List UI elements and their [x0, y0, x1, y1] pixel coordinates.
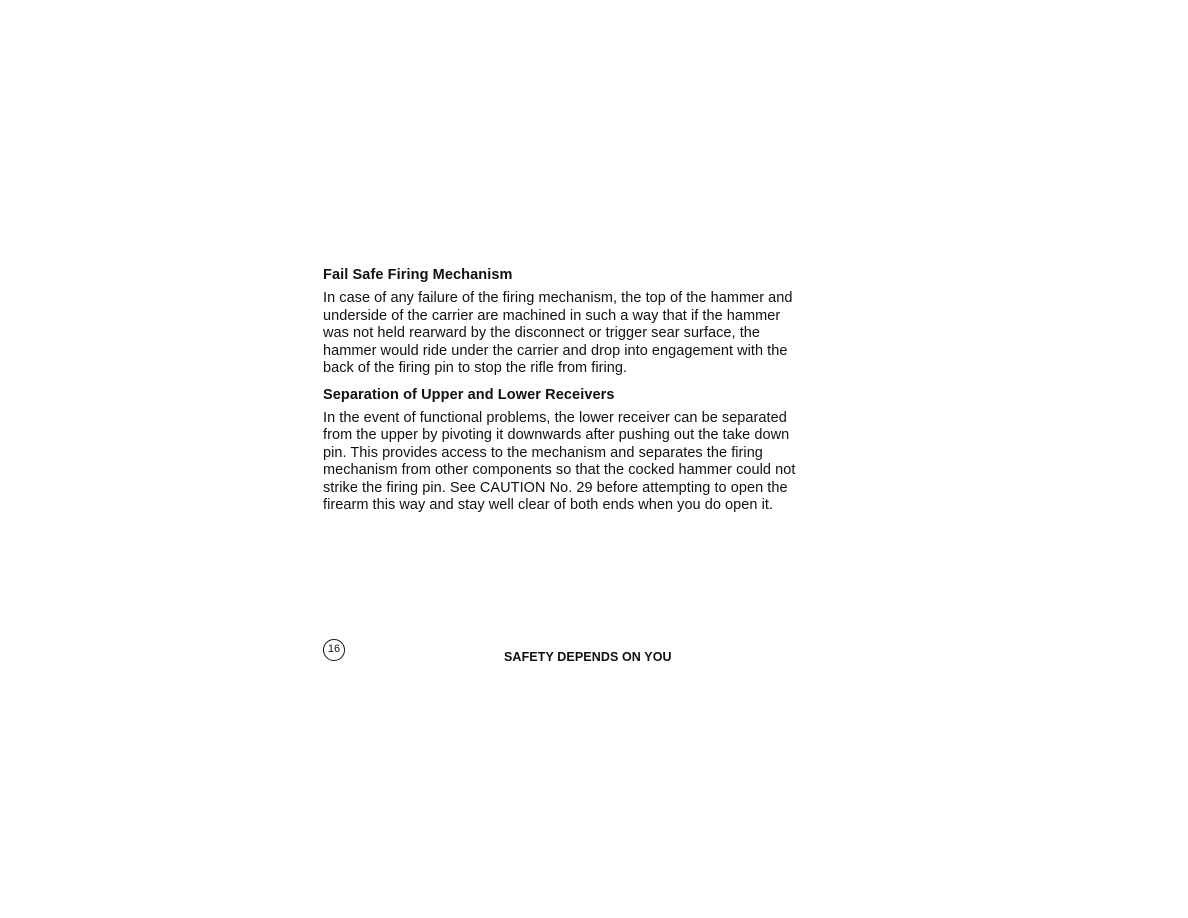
- section-heading-fail-safe: Fail Safe Firing Mechanism: [323, 267, 513, 283]
- body-line: was not held rearward by the disconnect or trigger sear surface, the: [323, 325, 761, 341]
- body-line: from the upper by pivoting it downwards after pushing out the take down: [323, 427, 790, 443]
- body-line: strike the firing pin. See CAUTION No. 29 before attempting to open the: [323, 479, 788, 496]
- page-number-badge: 16: [323, 639, 345, 661]
- section-heading-separation: Separation of Upper and Lower Receivers: [323, 386, 615, 403]
- body-line: pin. This provides access to the mechanism and separates the firing: [323, 444, 763, 461]
- body-line: hammer would ride under the carrier and drop into engagement with the: [323, 342, 788, 359]
- body-line: In case of any failure of the firing mechanism, the top of the hammer and: [323, 290, 793, 306]
- body-line: back of the firing pin to stop the rifle from firing.: [323, 360, 628, 376]
- section-body-fail-safe: [323, 290, 868, 378]
- section-body-separation: [323, 410, 868, 515]
- body-line: firearm this way and stay well clear of both ends when you do open it.: [323, 497, 774, 513]
- footer-slogan: SAFETY DEPENDS ON YOU: [504, 650, 672, 664]
- body-line: In the event of functional problems, the lower receiver can be separated: [323, 409, 787, 426]
- page-content: [323, 266, 868, 523]
- body-line: underside of the carrier are machined in such a way that if the hammer: [323, 307, 781, 324]
- body-line: mechanism from other components so that the cocked hammer could not: [323, 462, 796, 478]
